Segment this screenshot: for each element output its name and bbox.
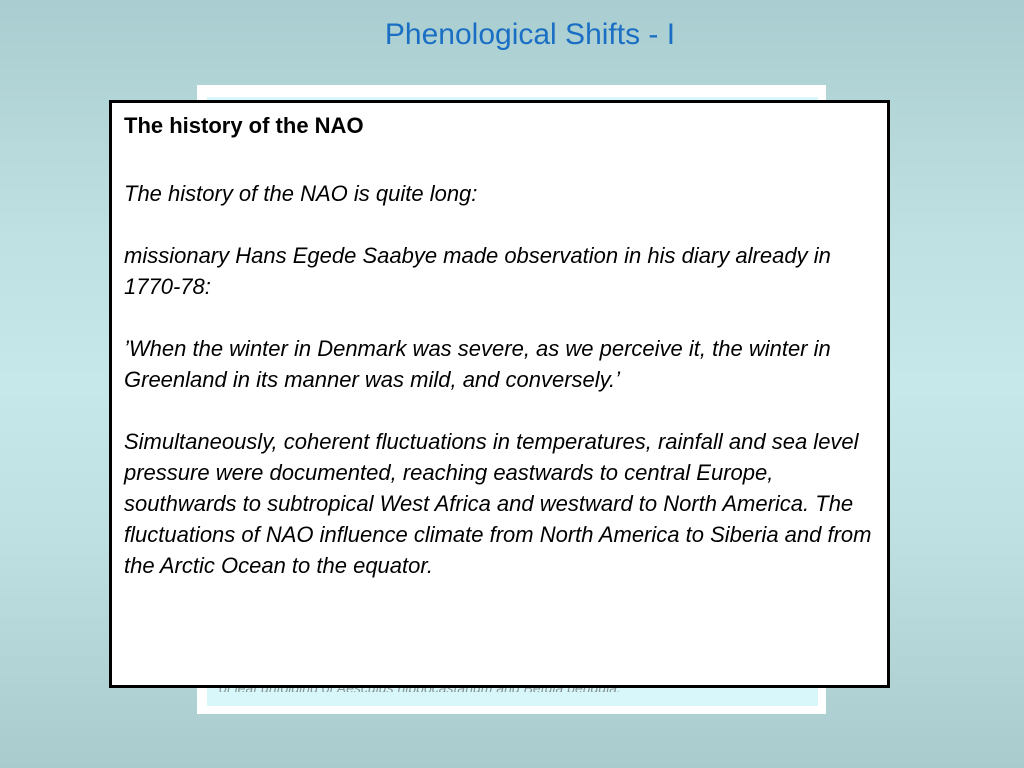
nao-history-text-box: [109, 100, 890, 688]
paragraph-fluctuations: Simultaneously, coherent fluctuations in temperatures, rainfall and sea level pressure were documented, reaching eastwards to central Europe, southwards to subtropical West Africa and westward to North America. The fluctuations of NAO influence climate from North America to Siberia and from the Arctic Ocean to the equator.: [124, 429, 872, 578]
text-box-heading: The history of the NAO: [124, 113, 364, 138]
paragraph-missionary: missionary Hans Egede Saabye made observation in his diary already in 1770-78:: [124, 243, 831, 299]
text-box-body: [124, 178, 879, 612]
paragraph-intro: The history of the NAO is quite long:: [124, 181, 478, 206]
slide-title: Phenological Shifts - I: [384, 18, 676, 51]
paragraph-quote: ’When the winter in Denmark was severe, as we perceive it, the winter in Greenland in its manner was mild, and conversely.’: [124, 336, 831, 392]
